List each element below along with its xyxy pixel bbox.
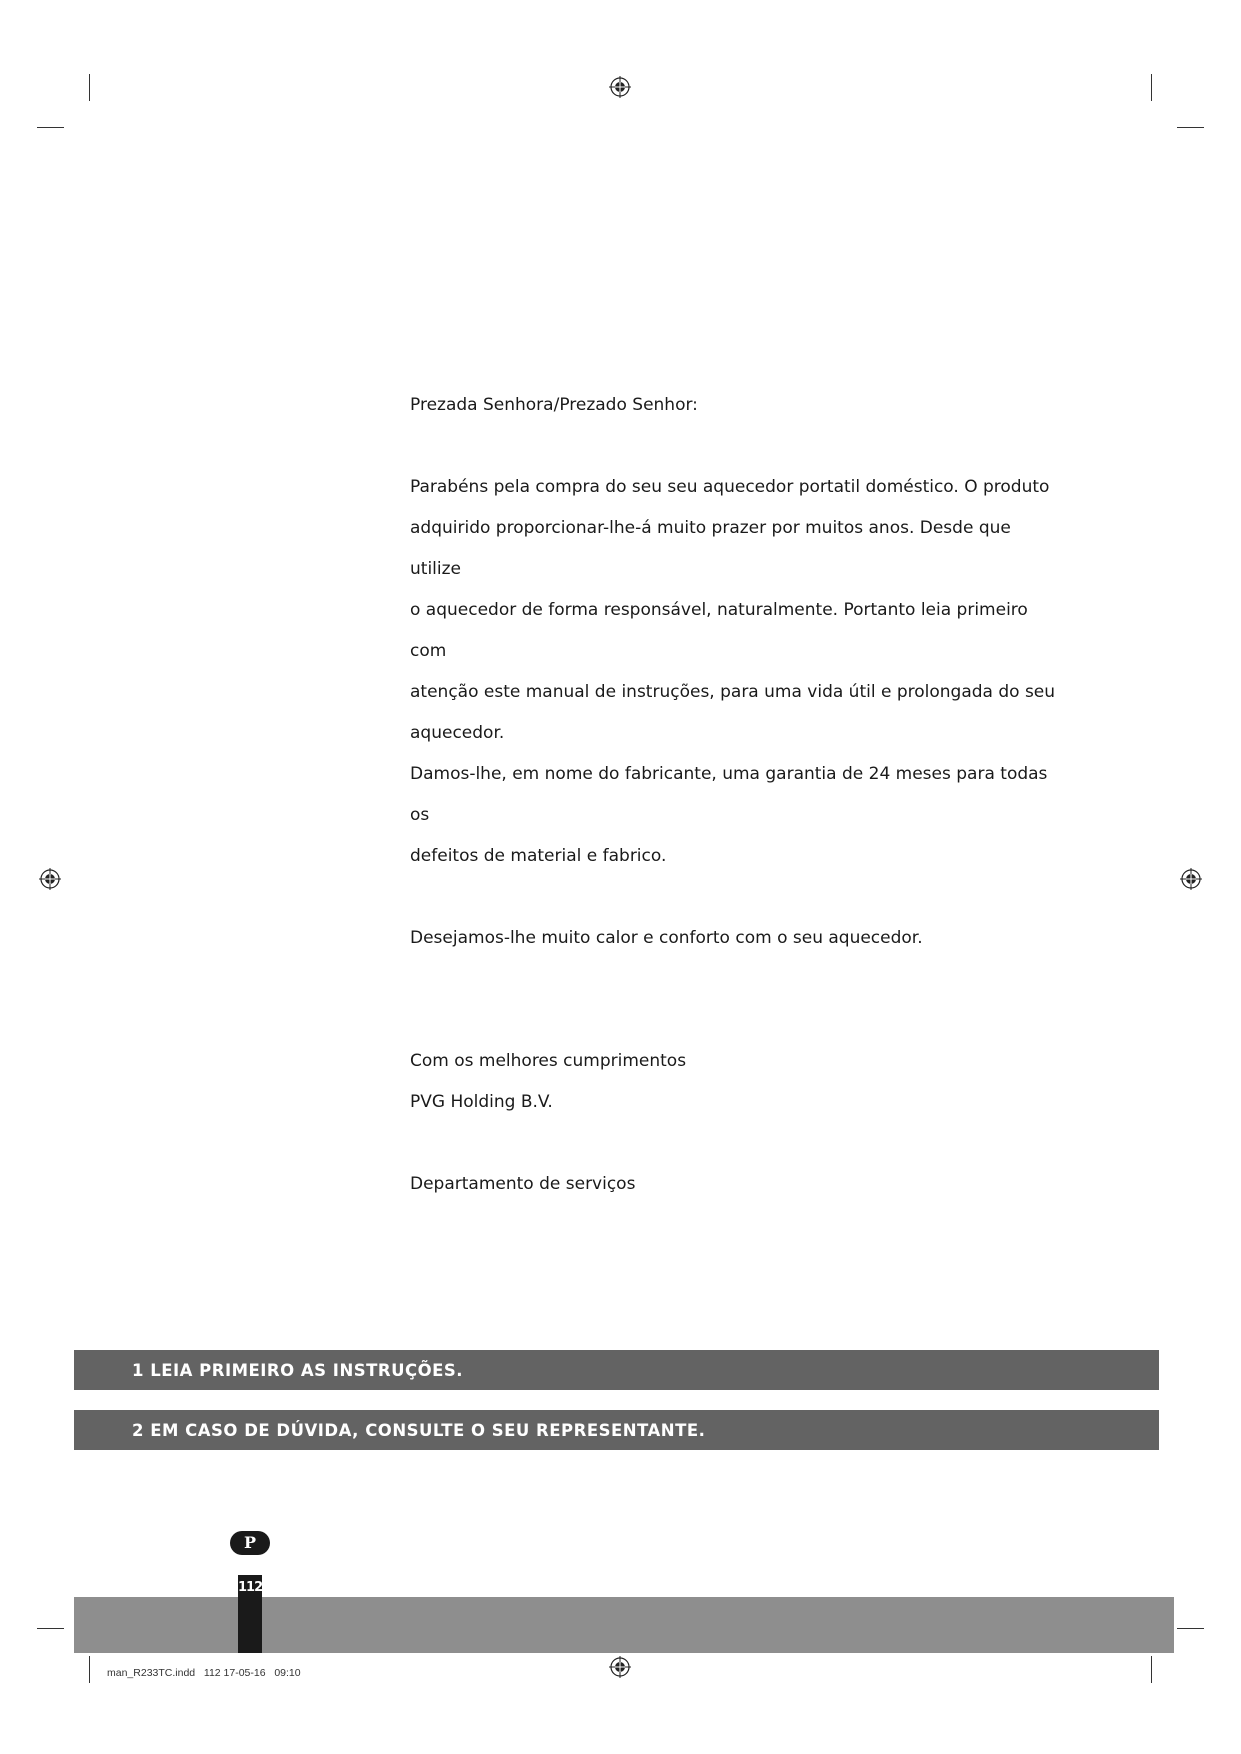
letter-line: Damos-lhe, em nome do fabricante, uma garantia de 24 meses para todas os [410,764,1048,825]
print-slug: man_R233TC.indd 112 17-05-16 09:10 [107,1667,301,1679]
letter-line: adquirido proporcionar-lhe-á muito prazer por muitos anos. Desde que utilize [410,518,1011,579]
crop-mark [37,1628,64,1629]
instruction-banner-2 [74,1410,1159,1450]
letter-company: PVG Holding B.V. [410,1092,553,1112]
banner-text: 1 LEIA PRIMEIRO AS INSTRUÇÕES. [132,1360,464,1380]
letter-line: Parabéns pela compra do seu seu aquecedor portatil doméstico. O produto [410,477,1050,497]
registration-mark-icon [1180,868,1202,890]
letter-line: aquecedor. [410,723,505,743]
crop-mark [1177,127,1204,128]
crop-mark [89,74,90,101]
crop-mark [37,127,64,128]
letter-greeting: Prezada Senhora/Prezado Senhor: [410,395,698,415]
crop-mark [1177,1628,1204,1629]
language-badge: P [230,1531,270,1555]
registration-mark-icon [609,76,631,98]
registration-mark-icon [39,868,61,890]
crop-mark [1151,74,1152,101]
letter-line: o aquecedor de forma responsável, naturalmente. Portanto leia primeiro com [410,600,1028,661]
letter-wish: Desejamos-lhe muito calor e conforto com o seu aquecedor. [410,928,923,948]
banner-text: 2 EM CASO DE DÚVIDA, CONSULTE O SEU REPRESENTANTE. [132,1420,706,1440]
letter-department: Departamento de serviços [410,1174,636,1194]
letter-line: atenção este manual de instruções, para uma vida útil e prolongada do seu [410,682,1056,702]
instruction-banner-1 [74,1350,1159,1390]
crop-mark [1151,1656,1152,1683]
registration-mark-icon [609,1656,631,1678]
letter-line: defeitos de material e fabrico. [410,846,667,866]
crop-mark [89,1656,90,1683]
letter-body [410,385,1060,1205]
page-number: 112 [238,1575,262,1653]
letter-closing: Com os melhores cumprimentos [410,1051,687,1071]
